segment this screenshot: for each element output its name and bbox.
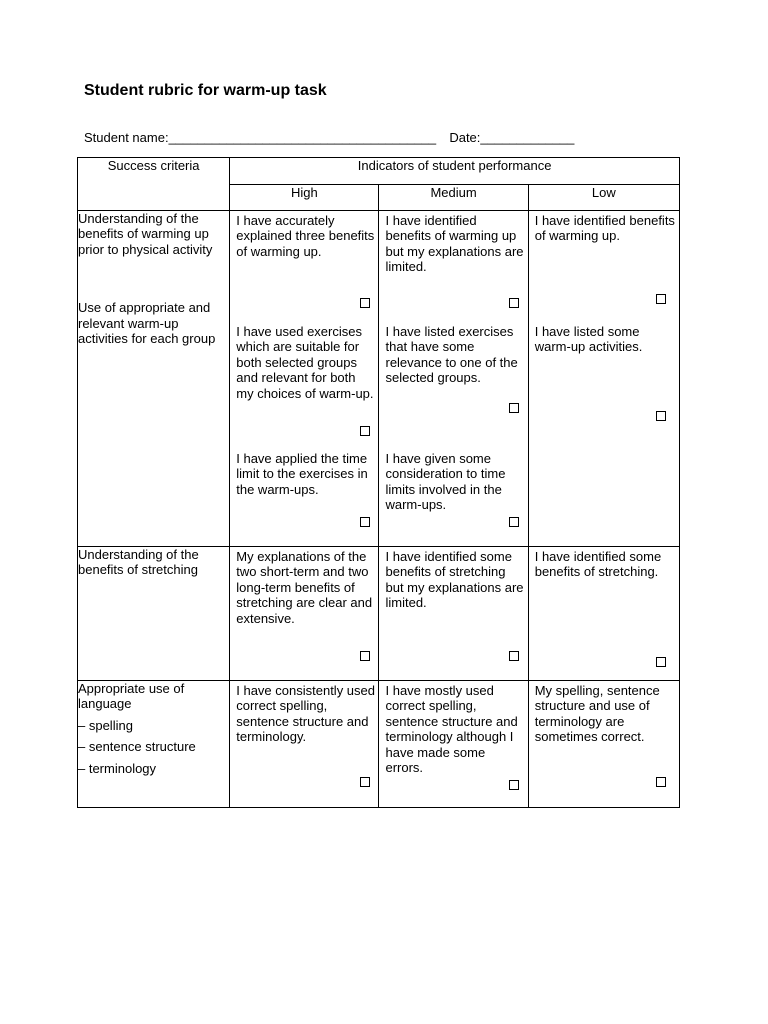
rubric-table [77, 157, 680, 808]
checkbox[interactable] [360, 426, 370, 436]
checkbox[interactable] [509, 780, 519, 790]
table-row [78, 681, 680, 808]
indicator-text: I have listed some warm-up activities. [534, 324, 643, 355]
criterion-item: – spelling [78, 717, 133, 733]
student-name-label: Student name: [84, 130, 169, 145]
page-title: Student rubric for warm-up task [84, 82, 327, 99]
indicator-text: I have applied the time limit to the exercises in the warm-ups. [236, 451, 368, 497]
criteria-header: Success criteria [78, 158, 230, 211]
criterion-warming-up: Understanding of the benefits of warming up prior to physical activity [78, 211, 213, 257]
indicator-text: I have identified benefits of warming up. [534, 213, 675, 244]
level-header-low: Low [528, 185, 679, 211]
criterion-text: Understanding of the benefits of stretching [78, 547, 199, 578]
criterion-item: – sentence structure [78, 739, 196, 755]
checkbox[interactable] [509, 403, 519, 413]
checkbox[interactable] [656, 411, 666, 421]
indicator-text: I have accurately explained three benefits of warming up. [236, 213, 375, 259]
date-line[interactable]: _____________ [480, 130, 575, 145]
checkbox[interactable] [656, 294, 666, 304]
table-row [78, 547, 680, 681]
checkbox[interactable] [360, 298, 370, 308]
indicator-text: I have identified some benefits of stretching but my explanations are limited. [385, 549, 524, 611]
indicators-header: Indicators of student performance [230, 158, 680, 185]
indicator-text: My spelling, sentence structure and use of terminology are sometimes correct. [534, 683, 660, 745]
indicator-text: I have mostly used correct spelling, sentence structure and terminology although I have made some errors. [385, 683, 518, 776]
indicator-text: I have used exercises which are suitable for both selected groups and relevant for both my choices of warm-up. [236, 324, 374, 401]
student-fields [84, 130, 574, 145]
indicator-text: I have identified some benefits of stretching. [534, 549, 662, 580]
criterion-language [78, 681, 230, 808]
criteria-cell-group [78, 211, 230, 547]
checkbox[interactable] [360, 651, 370, 661]
checkbox[interactable] [360, 517, 370, 527]
criterion-warm-up-activities: Use of appropriate and relevant warm-up activities for each group [78, 300, 216, 347]
indicator-text: I have given some consideration to time limits involved in the warm-ups. [385, 451, 506, 513]
student-name-line[interactable]: _____________________________________ [168, 130, 437, 145]
checkbox[interactable] [656, 657, 666, 667]
criterion-stretching [78, 547, 230, 681]
checkbox[interactable] [509, 651, 519, 661]
date-label: Date: [449, 130, 481, 145]
indicator-text: My explanations of the two short-term and two long-term benefits of stretching are clear and extensive. [236, 549, 373, 626]
indicator-text: I have consistently used correct spelling, sentence structure and terminology. [236, 683, 375, 745]
indicator-text: I have listed exercises that have some relevance to one of the selected groups. [385, 324, 518, 386]
indicator-text: I have identified benefits of warming up but my explanations are limited. [385, 213, 524, 275]
checkbox[interactable] [656, 777, 666, 787]
level-header-high: High [230, 185, 379, 211]
level-header-medium: Medium [379, 185, 528, 211]
criterion-item: – terminology [78, 760, 157, 776]
criterion-text: Appropriate use of language [78, 681, 185, 712]
table-row [78, 211, 680, 323]
checkbox[interactable] [360, 777, 370, 787]
checkbox[interactable] [509, 298, 519, 308]
checkbox[interactable] [509, 517, 519, 527]
